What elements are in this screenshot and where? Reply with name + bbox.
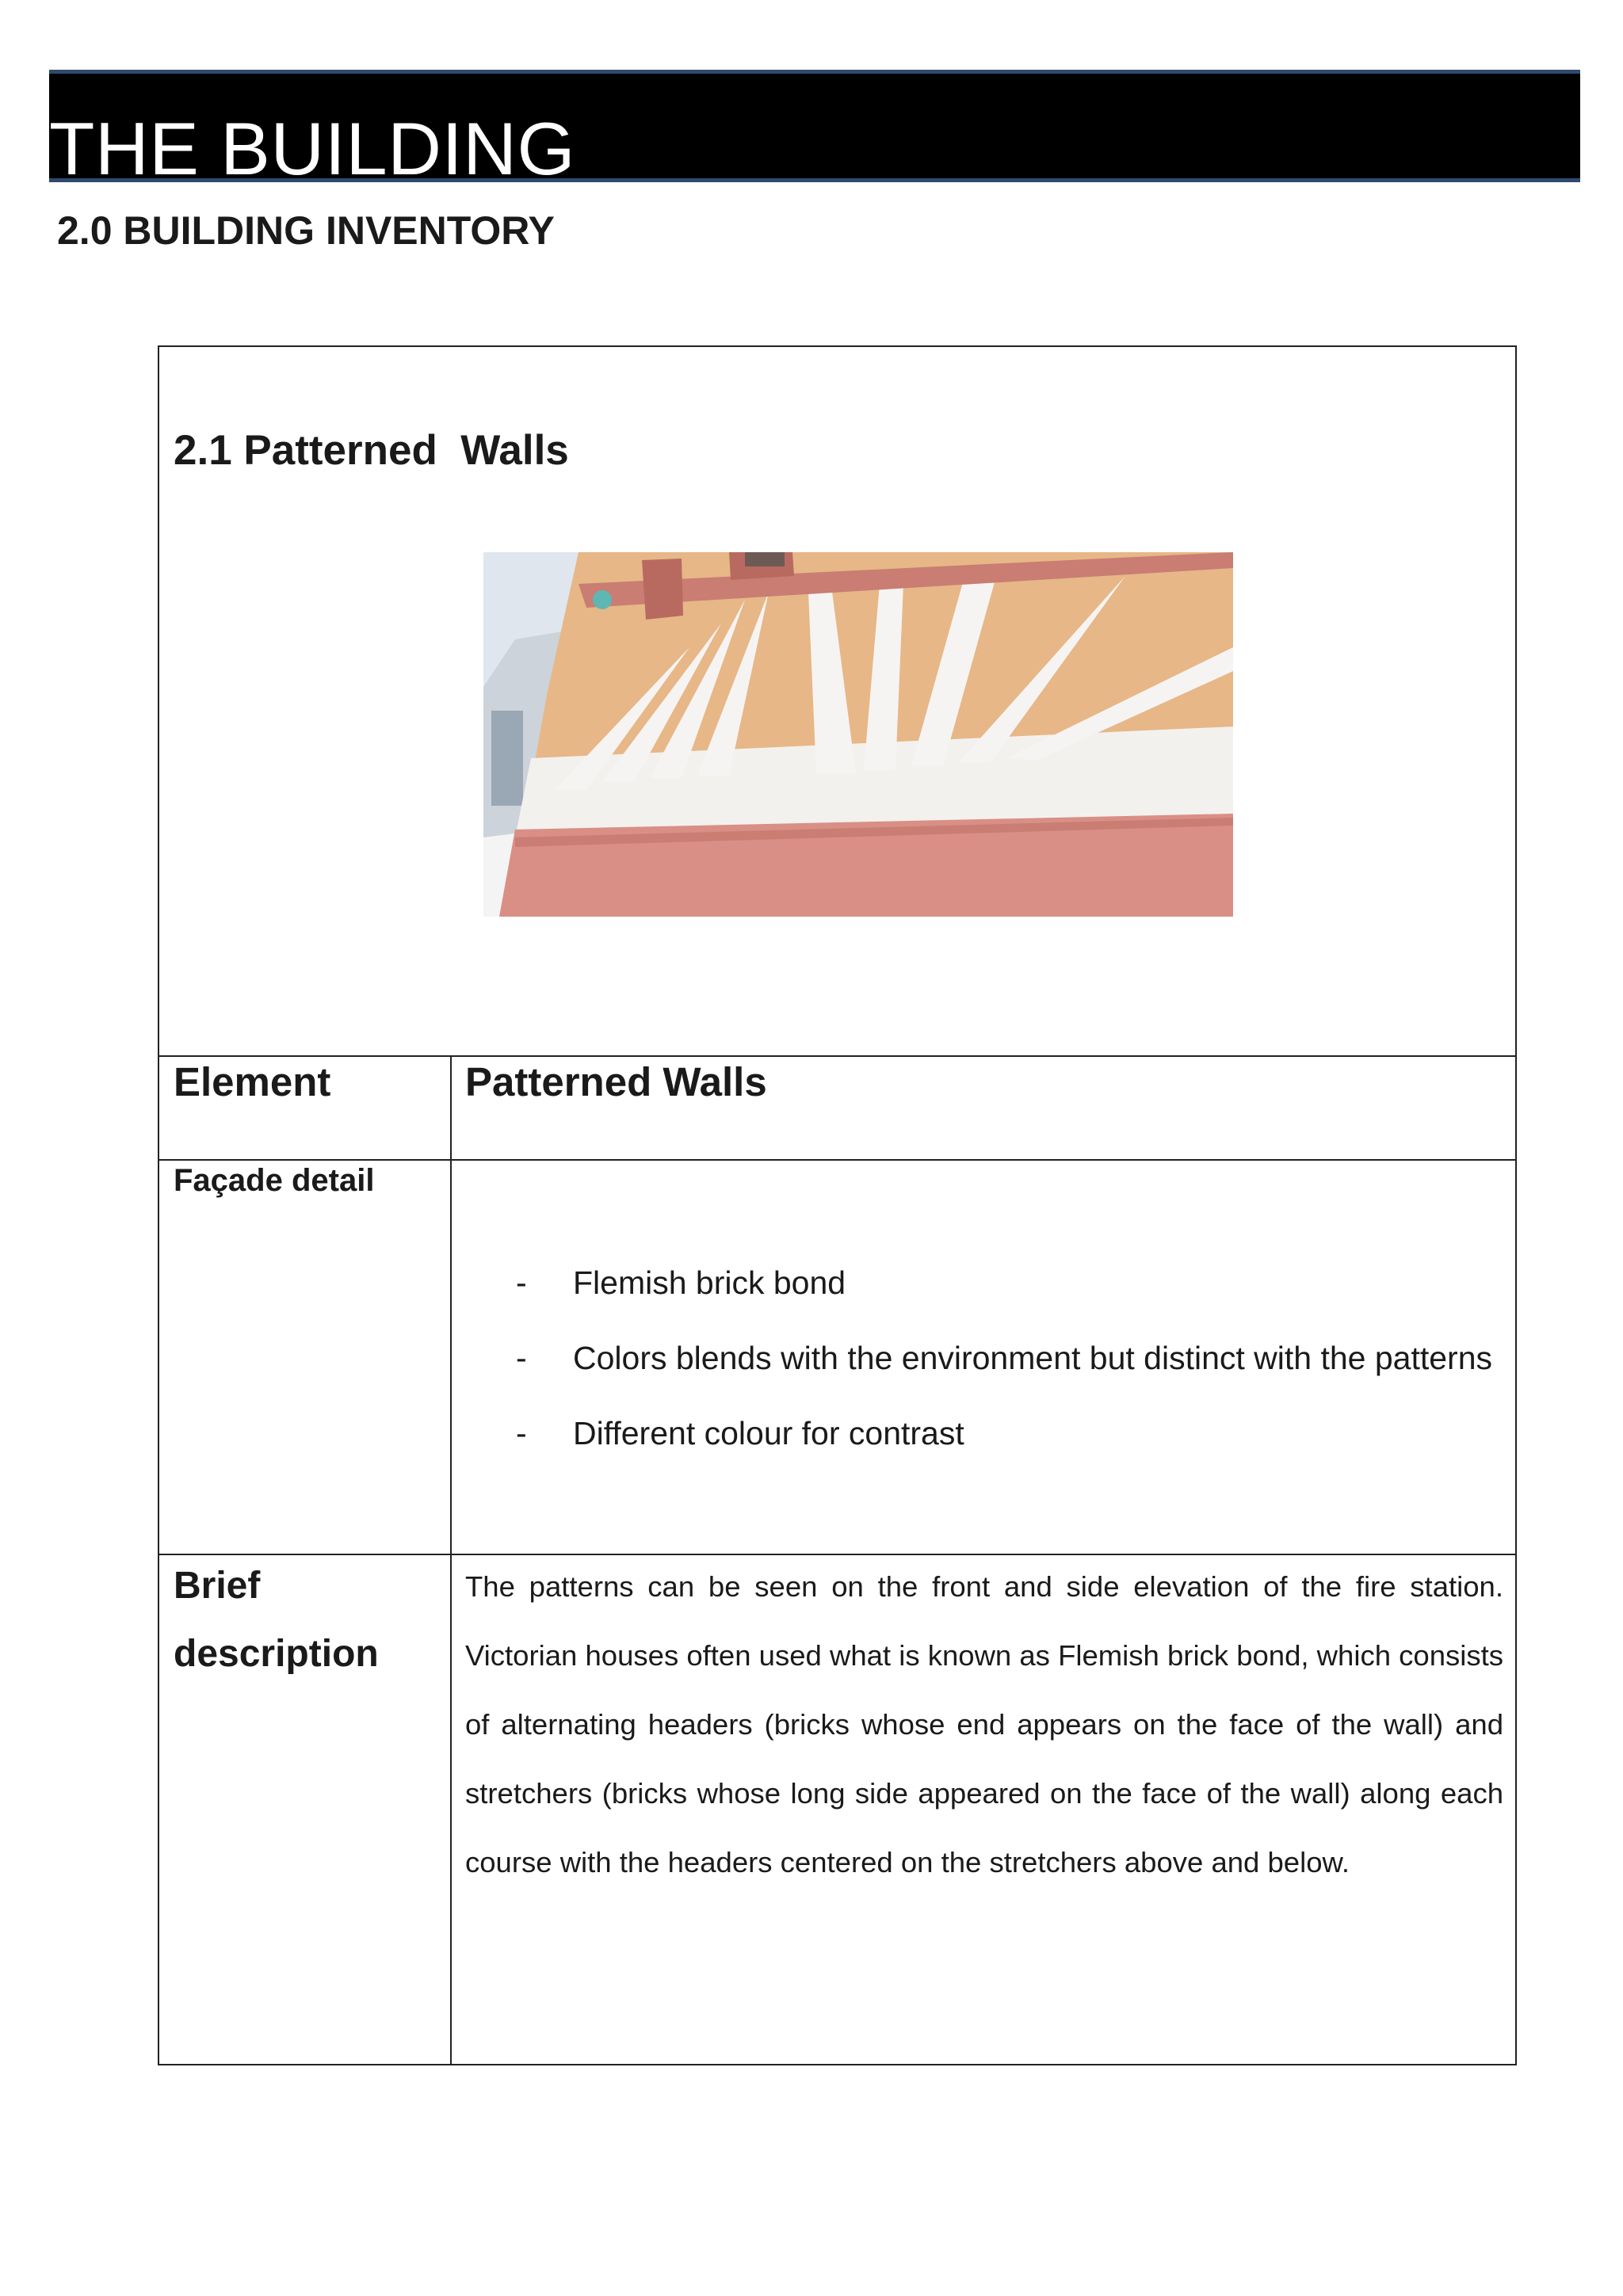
chapter-banner bbox=[49, 70, 1580, 190]
list-item-text: Colors blends with the environment but distinct with the patterns bbox=[573, 1340, 1492, 1376]
element-value: Patterned Walls bbox=[465, 1059, 767, 1104]
brief-description-label bbox=[174, 1552, 379, 1688]
list-item bbox=[516, 1264, 1492, 1340]
element-label: Element bbox=[174, 1059, 331, 1104]
inventory-table bbox=[158, 345, 1517, 2065]
table-row-divider bbox=[159, 1159, 1515, 1161]
list-item-text: Flemish brick bond bbox=[573, 1264, 846, 1301]
list-item bbox=[516, 1415, 1492, 1490]
table-column-divider bbox=[450, 1055, 452, 2065]
patterned-wall-photo bbox=[483, 552, 1233, 917]
patterned-wall-illustration bbox=[483, 552, 1233, 917]
chapter-title: THE BUILDING bbox=[49, 107, 576, 190]
brief-label-line: Brief bbox=[174, 1565, 261, 1607]
facade-detail-list bbox=[516, 1264, 1492, 1490]
section-heading: 2.0 BUILDING INVENTORY bbox=[57, 208, 555, 253]
brief-description-text: The patterns can be seen on the front and side elevation of the fire station. Victorian houses often used what is known as Flemish brick bond, which consists of alternating headers (bricks whose end appears on the face of the wall) and stretchers (bricks whose long side appeared on the face of the wall) along each course with the headers centered on the stretchers above and below. bbox=[465, 1570, 1503, 1878]
facade-detail-label: Façade detail bbox=[174, 1163, 375, 1198]
bullet-dash: - bbox=[516, 1340, 527, 1376]
bullet-dash: - bbox=[516, 1264, 527, 1301]
list-item-text: Different colour for contrast bbox=[573, 1415, 964, 1451]
inventory-item-title: 2.1 Patterned Walls bbox=[174, 427, 569, 474]
list-item bbox=[516, 1340, 1492, 1415]
table-row-divider bbox=[159, 1055, 1515, 1057]
brief-label-line: description bbox=[174, 1633, 379, 1675]
bullet-dash: - bbox=[516, 1415, 527, 1451]
